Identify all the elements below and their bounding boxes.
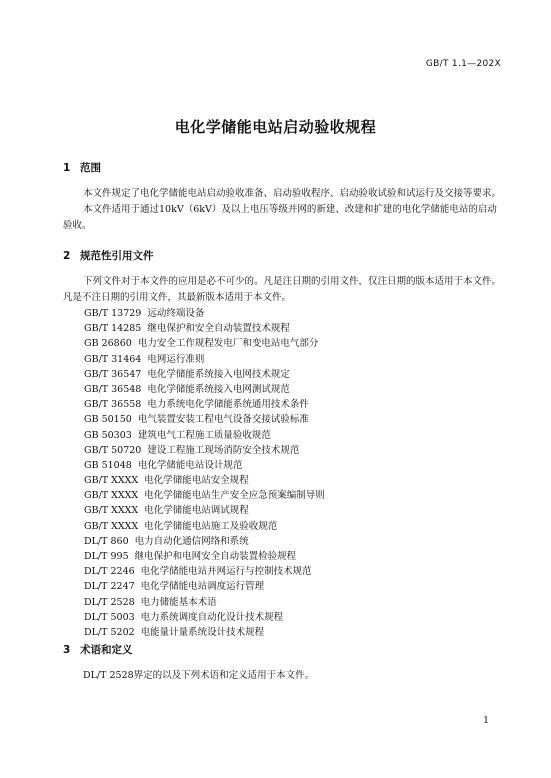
reference-code: GB/T 50720 [84, 444, 142, 456]
reference-title: 电化学储能电站施工及验收规范 [144, 520, 278, 532]
reference-code: GB/T 14285 [84, 323, 142, 335]
reference-title: 电化学储能系统接入电网技术规定 [147, 368, 290, 380]
reference-code: DL/T 2528 [84, 596, 135, 608]
paragraph-continuation: 凡是不注日期的引用文件，其最新版本适用于本文件。 [63, 292, 292, 303]
reference-title: 电化学储能电站设计规范 [137, 459, 243, 471]
reference-item [84, 382, 325, 397]
reference-title: 电气装置安装工程电气设备交接试验标准 [137, 414, 309, 426]
document-title: 电化学储能电站启动验收规程 [174, 118, 377, 136]
reference-title: 电化学储能电站安全规程 [144, 475, 249, 487]
reference-code: GB/T XXXX [84, 505, 139, 517]
reference-code: GB/T 36548 [84, 383, 142, 395]
reference-item [84, 321, 325, 336]
document-code: GB/T 1.1—202X [425, 59, 501, 69]
reference-title: 电力自动化通信网络和系统 [134, 535, 249, 547]
reference-title: 电力储能基本术语 [140, 596, 217, 608]
reference-item [84, 352, 325, 367]
section-title: 范围 [80, 162, 101, 174]
normative-references-list [84, 306, 325, 640]
reference-item [84, 412, 325, 427]
section-1-heading [63, 160, 101, 175]
reference-title: 建设工程施工现场消防安全技术规范 [147, 444, 300, 456]
reference-code: GB 50303 [84, 429, 132, 441]
reference-code: DL/T 2246 [84, 566, 135, 578]
reference-code: GB 26860 [84, 338, 132, 350]
reference-code: GB/T 13729 [84, 308, 142, 319]
reference-item [84, 519, 325, 534]
section-1-body [63, 186, 503, 234]
reference-code: GB/T XXXX [84, 490, 139, 502]
reference-code: GB/T XXXX [84, 520, 139, 532]
reference-title: 电化学储能系统接入电网测试规范 [147, 383, 290, 395]
reference-item [84, 336, 325, 351]
reference-title: 继电保护和安全自动装置技术规程 [147, 323, 290, 335]
reference-code: GB/T 31464 [84, 353, 142, 365]
reference-item [84, 473, 325, 488]
section-3-heading [63, 642, 133, 657]
reference-item [84, 534, 325, 549]
reference-item [84, 306, 325, 321]
reference-title: 电力安全工作规程发电厂和变电站电气部分 [137, 338, 319, 350]
reference-item [84, 564, 325, 579]
page-number: 1 [483, 716, 489, 726]
paragraph: 本文件规定了电化学储能电站启动验收准备、启动验收程序、启动验收试验和试运行及交接等要求。 [83, 188, 502, 199]
reference-title: 电网运行准则 [147, 353, 205, 365]
paragraph: DL/T 2528界定的以及下列术语和定义适用于本文件。 [83, 670, 315, 681]
reference-title: 电力系统电化学储能系统通用技术条件 [147, 399, 309, 411]
reference-item [84, 610, 325, 625]
reference-title: 远动终端设备 [147, 308, 205, 319]
section-number: 1 [63, 162, 71, 174]
reference-item [84, 625, 325, 640]
reference-title: 电化学储能电站生产安全应急预案编制导则 [144, 490, 325, 502]
reference-code: DL/T 5003 [84, 611, 135, 623]
section-number: 2 [63, 250, 71, 262]
reference-code: GB 51048 [84, 459, 132, 471]
reference-item [84, 428, 325, 443]
section-2-body [63, 274, 503, 306]
reference-title: 建筑电气工程施工质量验收规范 [137, 429, 271, 441]
reference-item [84, 458, 325, 473]
reference-title: 电化学储能电站并网运行与控制技术规范 [140, 566, 312, 578]
section-3-body [63, 668, 503, 684]
reference-item [84, 503, 325, 518]
reference-code: GB 50150 [84, 414, 132, 426]
section-title: 规范性引用文件 [80, 250, 154, 262]
reference-code: GB/T 36547 [84, 368, 142, 380]
paragraph: 下列文件对于本文件的应用是必不可少的。凡是注日期的引用文件，仅注日期的版本适用于本文件。 [83, 276, 502, 287]
reference-item [84, 579, 325, 594]
reference-item [84, 367, 325, 382]
paragraph: 本文件适用于通过10kV（6kV）及以上电压等级并网的新建、改建和扩建的电化学储能电站的启动 [83, 204, 497, 215]
section-title: 术语和定义 [80, 644, 133, 656]
reference-title: 继电保护和电网安全自动装置检验规程 [134, 551, 297, 562]
reference-code: GB/T 36558 [84, 399, 142, 411]
reference-title: 电能量计量系统设计技术规程 [140, 626, 265, 638]
paragraph-continuation: 验收。 [63, 220, 92, 231]
reference-item [84, 443, 325, 458]
reference-title: 电力系统调度自动化设计技术规程 [140, 611, 284, 623]
reference-title: 电化学储能电站调度运行管理 [140, 581, 265, 593]
section-number: 3 [63, 644, 71, 656]
reference-item [84, 488, 325, 503]
reference-item [84, 549, 325, 564]
section-2-heading [63, 248, 154, 263]
reference-item [84, 397, 325, 412]
reference-item [84, 595, 325, 610]
reference-code: DL/T 860 [84, 535, 129, 547]
reference-title: 电化学储能电站调试规程 [144, 505, 249, 517]
reference-code: DL/T 995 [84, 551, 129, 562]
reference-code: GB/T XXXX [84, 475, 139, 487]
reference-code: DL/T 5202 [84, 626, 135, 638]
reference-code: DL/T 2247 [84, 581, 135, 593]
